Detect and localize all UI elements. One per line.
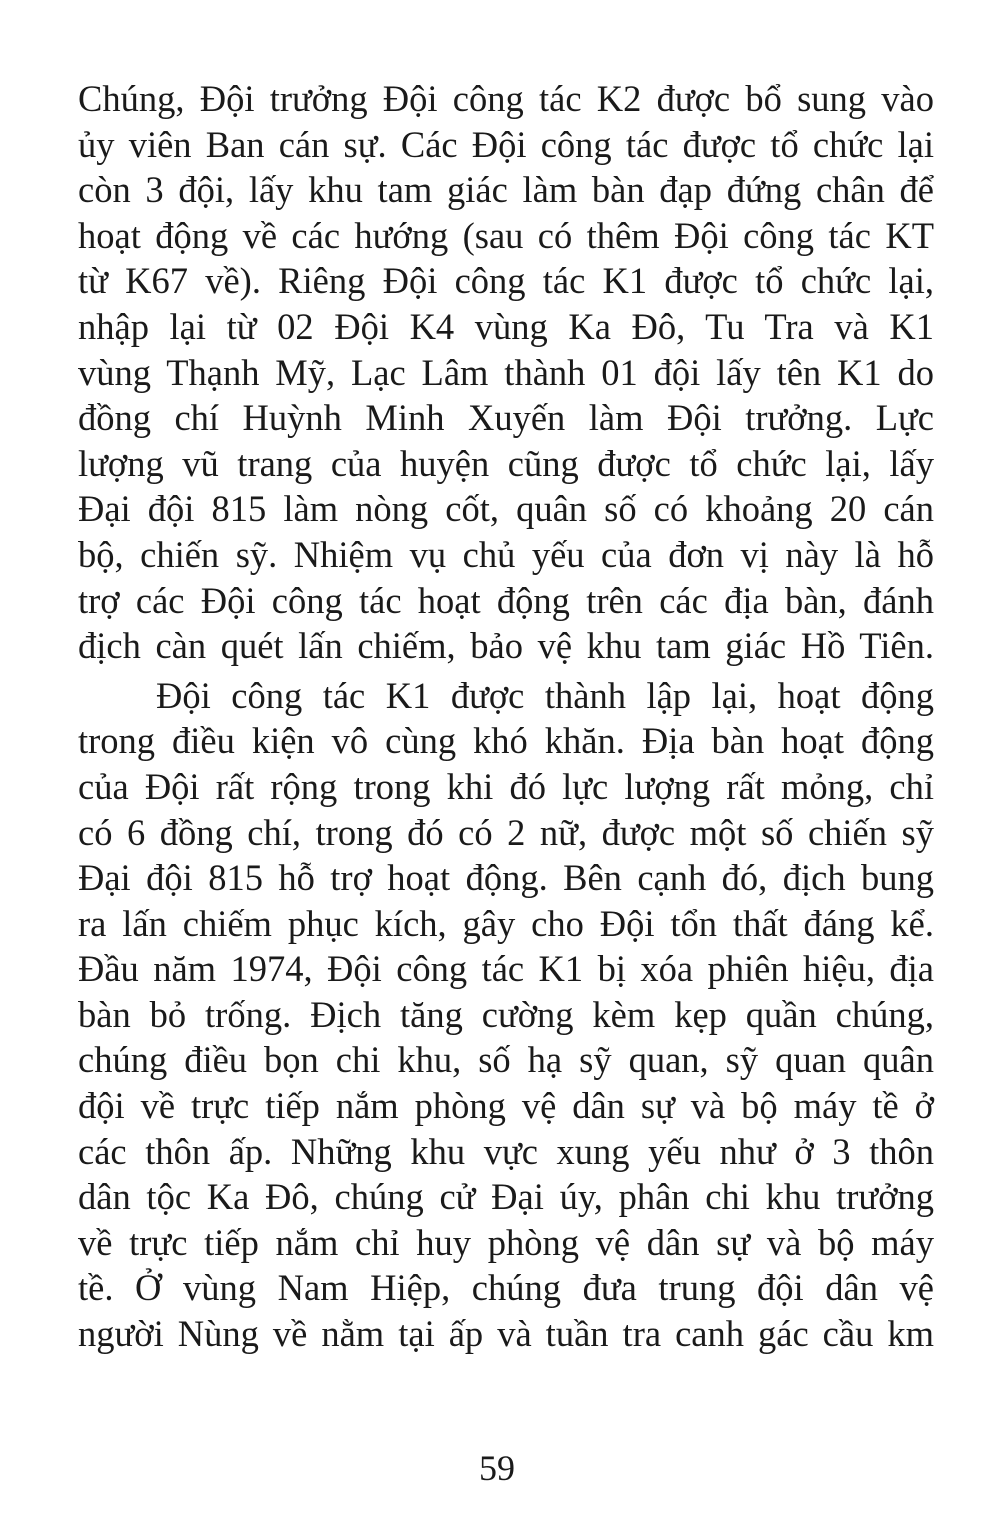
text-line: nhập lại từ 02 Đội K4 vùng Ka Đô, Tu Tra và K1	[78, 305, 934, 347]
page-number: 59	[479, 1448, 515, 1488]
text-line: các thôn ấp. Những khu vực xung yếu như ở 3 thôn	[78, 1130, 934, 1172]
text-line: chúng điều bọn chi khu, số hạ sỹ quan, sỹ quan quân	[78, 1039, 934, 1081]
text-line: ra lấn chiếm phục kích, gây cho Đội tổn thất đáng kể.	[78, 902, 934, 944]
paragraph-2	[78, 673, 934, 1357]
text-line: Đội công tác K1 được thành lập lại, hoạt động	[156, 674, 934, 716]
body-text	[78, 76, 934, 1357]
text-line: vùng Thạnh Mỹ, Lạc Lâm thành 01 đội lấy tên K1 do	[78, 351, 934, 393]
text-line: Chúng, Đội trưởng Đội công tác K2 được bổ sung vào	[78, 78, 934, 119]
text-line: từ K67 về). Riêng Đội công tác K1 được tổ chức lại,	[78, 260, 934, 302]
text-line: bàn bỏ trống. Địch tăng cường kèm kẹp quần chúng,	[78, 993, 934, 1035]
text-line: ủy viên Ban cán sự. Các Đội công tác được tổ chức lại	[78, 123, 934, 165]
text-line: tề. Ở vùng Nam Hiệp, chúng đưa trung đội dân vệ	[78, 1267, 934, 1309]
text-line: dân tộc Ka Đô, chúng cử Đại úy, phân chi khu trưởng	[78, 1176, 934, 1218]
text-line: địch càn quét lấn chiếm, bảo vệ khu tam giác Hồ Tiên.	[78, 625, 934, 667]
text-line: hoạt động về các hướng (sau có thêm Đội công tác KT	[78, 214, 934, 256]
text-line: trong điều kiện vô cùng khó khăn. Địa bàn hoạt động	[78, 720, 934, 762]
text-line: về trực tiếp nắm chỉ huy phòng vệ dân sự và bộ máy	[78, 1221, 934, 1263]
text-line: người Nùng về nằm tại ấp và tuần tra canh gác cầu km	[78, 1313, 934, 1355]
text-line: trợ các Đội công tác hoạt động trên các địa bàn, đánh	[78, 579, 934, 621]
paragraph-1	[78, 76, 934, 669]
text-line: Đầu năm 1974, Đội công tác K1 bị xóa phiên hiệu, địa	[78, 948, 934, 990]
text-line: còn 3 đội, lấy khu tam giác làm bàn đạp đứng chân để	[78, 169, 934, 211]
text-line: có 6 đồng chí, trong đó có 2 nữ, được một số chiến sỹ	[78, 811, 934, 853]
text-line: đồng chí Huỳnh Minh Xuyến làm Đội trưởng. Lực	[78, 397, 934, 439]
text-line: đội về trực tiếp nắm phòng vệ dân sự và bộ máy tề ở	[78, 1085, 934, 1127]
text-line: lượng vũ trang của huyện cũng được tổ chức lại, lấy	[78, 442, 934, 484]
text-line: Đại đội 815 làm nòng cốt, quân số có khoảng 20 cán	[78, 488, 934, 530]
text-line: của Đội rất rộng trong khi đó lực lượng rất mỏng, chỉ	[78, 765, 934, 807]
text-line: Đại đội 815 hỗ trợ hoạt động. Bên cạnh đó, địch bung	[78, 857, 934, 899]
text-line: bộ, chiến sỹ. Nhiệm vụ chủ yếu của đơn vị này là hỗ	[78, 533, 934, 575]
